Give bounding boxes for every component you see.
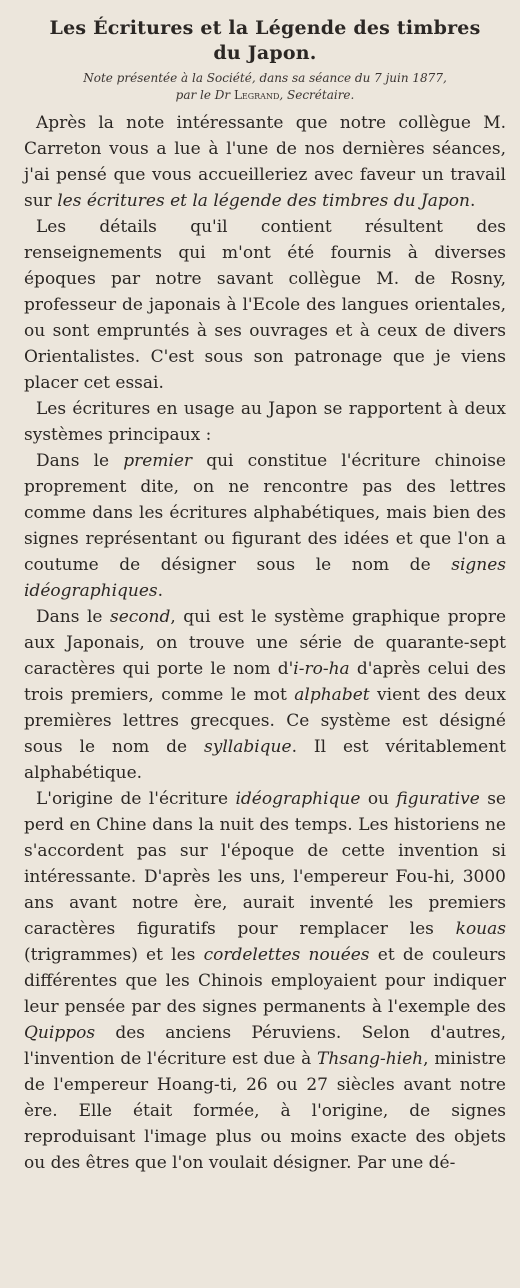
subtitle-suffix: , Secrétaire.	[279, 88, 355, 102]
italic-run: les écritures et la légende des timbres du Japon	[57, 191, 470, 211]
article-subtitle	[24, 70, 506, 104]
italic-run: premier	[123, 451, 193, 471]
text-run: des anciens Péruviens. Selon d'autres, l'invention de l'écriture est due à	[24, 1023, 506, 1069]
italic-run: idéographique	[235, 789, 361, 809]
italic-run: figurative	[396, 789, 480, 809]
author-name: Legrand	[233, 88, 280, 102]
italic-run: syllabique	[204, 737, 292, 757]
italic-run: kouas	[455, 919, 506, 939]
text-run: . Il est véritablement alphabétique.	[24, 737, 507, 783]
italic-run: second	[109, 607, 171, 627]
text-run: et de couleurs différentes que les Chinois employaient pour indiquer leur pensée par des signes permanents à l'exemple des	[24, 945, 507, 1017]
article-body	[24, 110, 506, 1176]
text-run: Dans le	[36, 607, 110, 627]
italic-run: Thsang-hieh	[317, 1049, 424, 1069]
paragraph-3: Les écritures en usage au Japon se rapportent à deux systèmes principaux :	[24, 399, 506, 445]
text-run: se perd en Chine dans la nuit des temps. Les historiens ne s'accordent pas sur l'époque de cette invention si intéressante. D'après les uns, l'empereur Fou-hi, 3000 ans avant notre ère, aurait inventé les premiers caractères figuratifs pour remplacer les	[24, 789, 506, 939]
italic-run: alphabet	[294, 685, 370, 705]
text-run: (trigrammes) et les	[24, 945, 204, 965]
text-run: Dans le	[36, 451, 124, 471]
text-run: qui constitue l'écriture chinoise proprement dite, on ne rencontre pas des lettres comme dans les écritures alphabétiques, mais bien des signes représentant ou figurant des idées et que l'on a coutume de désigner sous le nom de	[24, 451, 506, 575]
text-run: Après la note intéressante que notre collègue M. Carreton vous a lue à l'une de nos dernières séances, j'ai pensé que vous accueilleriez avec faveur un travail sur	[24, 113, 506, 211]
text-run: , qui est le système graphique propre aux Japonais, on trouve une série de quarante-sept caractères qui porte le nom d'	[24, 607, 507, 679]
paragraph-4	[24, 448, 506, 604]
text-run: d'après celui des trois premiers, comme le mot	[24, 659, 506, 705]
article-title	[24, 16, 506, 66]
subtitle-line-1: Note présentée à la Société, dans sa séance du 7 juin 1877,	[83, 71, 447, 85]
italic-run: i-ro-ha	[293, 659, 350, 679]
text-run: , ministre de l'empereur Hoang-ti, 26 ou 27 siècles avant notre ère. Elle était formée, à l'origine, de signes reproduisant l'image plus ou moins exacte des objets ou des êtres que l'on voulait désigner. Par une dé-	[24, 1049, 507, 1173]
paragraph-1	[24, 110, 506, 214]
text-run: .	[157, 581, 164, 601]
text-run: vient des deux premières lettres grecques. Ce système est désigné sous le nom de	[24, 685, 506, 757]
paragraph-2: Les détails qu'il contient résultent des renseignements qui m'ont été fournis à diverses époques par notre savant collègue M. de Rosny, professeur de japonais à l'Ecole des langues orientales, ou sont empruntés à ses ouvrages et à ceux de divers Orientalistes. C'est sous son patronage que je viens placer cet essai.	[24, 217, 506, 393]
subtitle-prefix: par le Dr	[175, 88, 234, 102]
text-run: ou	[360, 789, 397, 809]
italic-run: Quippos	[24, 1023, 96, 1043]
title-line-2: du Japon.	[213, 42, 317, 64]
text-run: L'origine de l'écriture	[36, 789, 236, 809]
text-run: .	[469, 191, 476, 211]
italic-run: cordelettes nouées	[203, 945, 370, 965]
paragraph-5	[24, 604, 506, 786]
paragraph-6	[24, 786, 506, 1176]
italic-run: signes idéographiques	[24, 555, 506, 601]
title-line-1: Les Écritures et la Légende des timbres	[49, 17, 481, 39]
